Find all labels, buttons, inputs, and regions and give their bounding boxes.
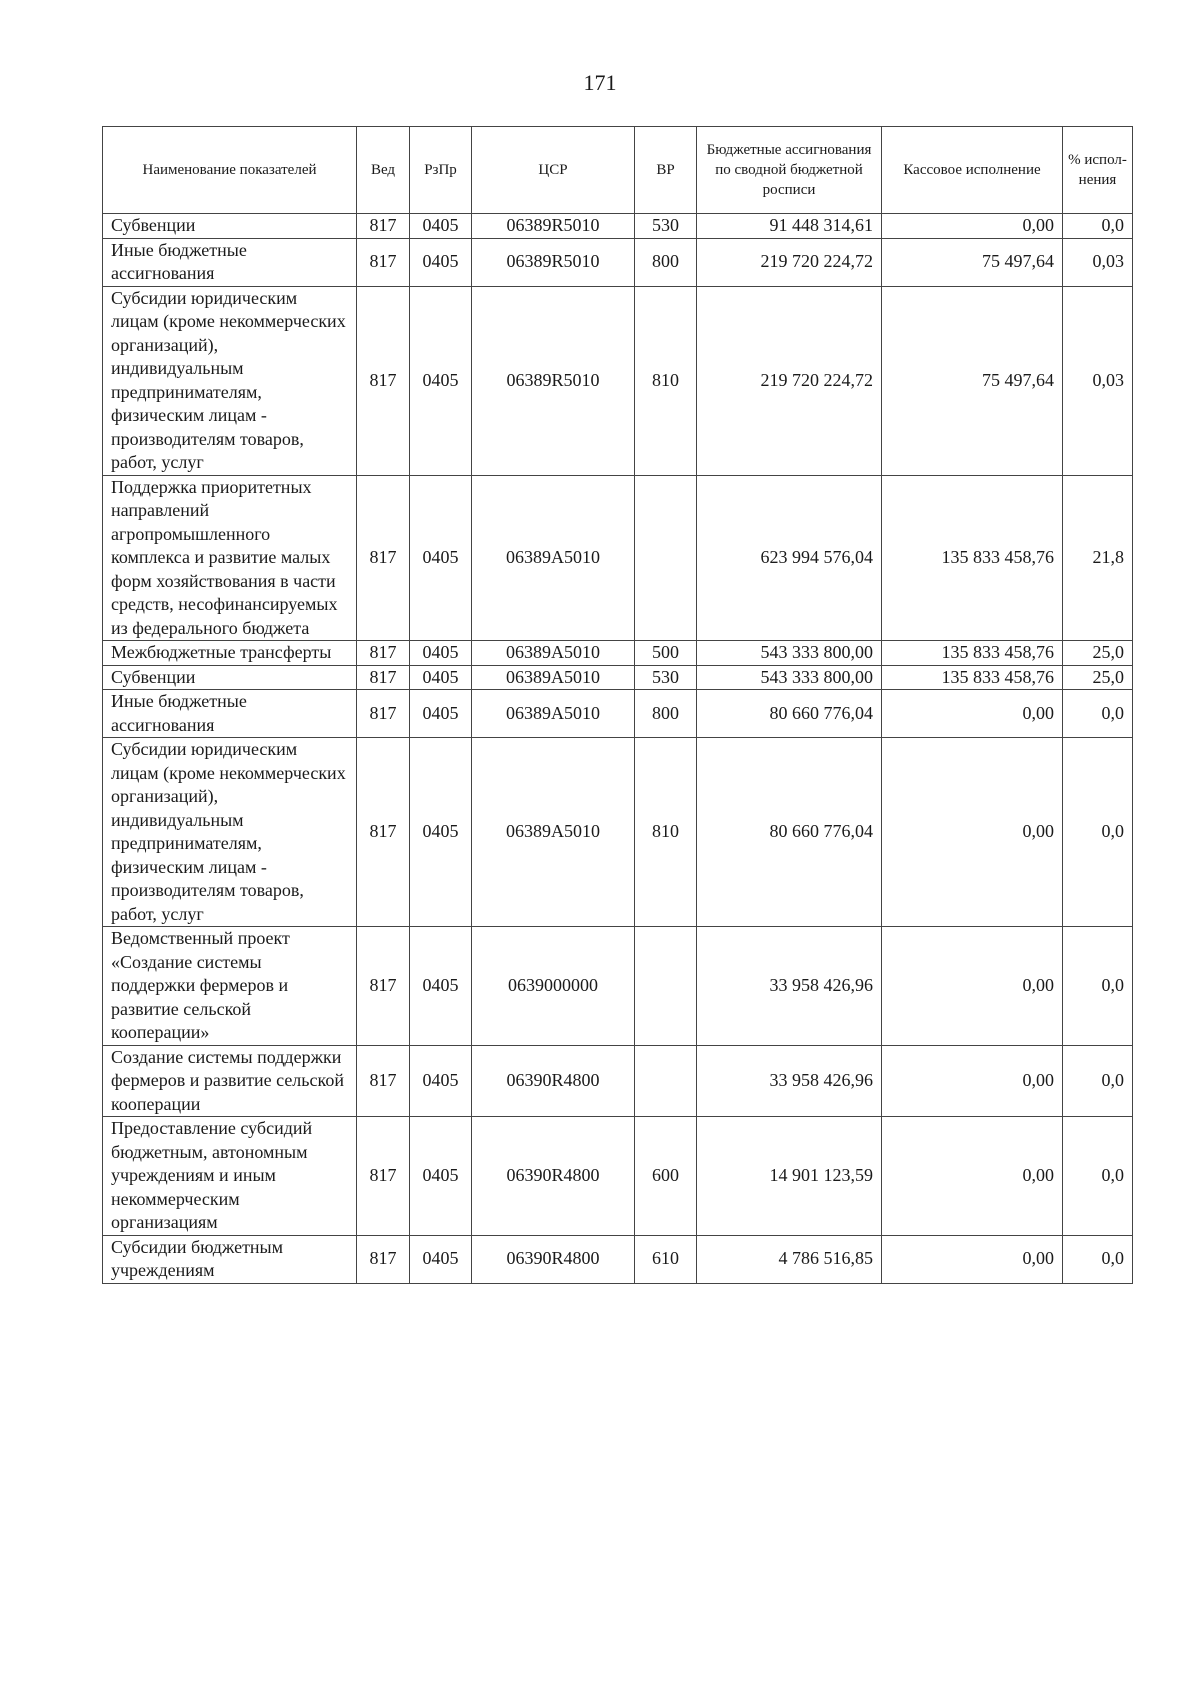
row-ved: 817 [357, 475, 410, 641]
row-pct: 0,03 [1063, 286, 1133, 475]
header-name: Наименование показателей [103, 127, 357, 214]
row-name: Межбюджетные трансферты [103, 641, 357, 666]
row-cash: 0,00 [882, 1235, 1063, 1283]
row-ved: 817 [357, 641, 410, 666]
row-csr: 06390R4800 [472, 1045, 635, 1117]
row-name: Субвенции [103, 665, 357, 690]
row-cash: 0,00 [882, 738, 1063, 927]
row-pct: 0,0 [1063, 738, 1133, 927]
table-row [103, 927, 1133, 1046]
row-csr: 06390R4800 [472, 1117, 635, 1236]
row-cash: 135 833 458,76 [882, 475, 1063, 641]
table-row [103, 1235, 1133, 1283]
row-rzpr: 0405 [410, 738, 472, 927]
row-budget: 33 958 426,96 [697, 927, 882, 1046]
row-budget: 80 660 776,04 [697, 690, 882, 738]
row-ved: 817 [357, 1235, 410, 1283]
row-pct: 0,03 [1063, 238, 1133, 286]
row-rzpr: 0405 [410, 1045, 472, 1117]
row-csr: 06389А5010 [472, 665, 635, 690]
row-pct: 21,8 [1063, 475, 1133, 641]
row-pct: 0,0 [1063, 1045, 1133, 1117]
row-ved: 817 [357, 665, 410, 690]
row-cash: 135 833 458,76 [882, 641, 1063, 666]
row-name: Субсидии юридическим лицам (кроме некоммерческих организаций), индивидуальным предпринимателям, физическим лицам - производителям товаров, работ, услуг [103, 286, 357, 475]
row-csr: 06389А5010 [472, 641, 635, 666]
header-vr: ВР [635, 127, 697, 214]
row-budget: 80 660 776,04 [697, 738, 882, 927]
row-pct: 0,0 [1063, 1235, 1133, 1283]
row-ved: 817 [357, 286, 410, 475]
row-ved: 817 [357, 214, 410, 239]
row-vr: 610 [635, 1235, 697, 1283]
row-ved: 817 [357, 238, 410, 286]
header-budget: Бюджетные ассигнования по сводной бюджетной росписи [697, 127, 882, 214]
row-vr: 810 [635, 738, 697, 927]
row-rzpr: 0405 [410, 927, 472, 1046]
row-ved: 817 [357, 1117, 410, 1236]
row-vr: 600 [635, 1117, 697, 1236]
row-name: Поддержка приоритетных направлений агропромышленного комплекса и развитие малых форм хозяйствования в части средств, несофинансируемых из федерального бюджета [103, 475, 357, 641]
row-csr: 06389А5010 [472, 690, 635, 738]
row-rzpr: 0405 [410, 1117, 472, 1236]
table-row [103, 214, 1133, 239]
row-cash: 0,00 [882, 1117, 1063, 1236]
row-vr [635, 1045, 697, 1117]
budget-execution-table [102, 126, 1133, 1284]
header-row [103, 127, 1133, 214]
row-csr: 06389R5010 [472, 238, 635, 286]
table-header [103, 127, 1133, 214]
row-vr: 530 [635, 665, 697, 690]
row-budget: 14 901 123,59 [697, 1117, 882, 1236]
row-ved: 817 [357, 927, 410, 1046]
header-csr: ЦСР [472, 127, 635, 214]
row-budget: 4 786 516,85 [697, 1235, 882, 1283]
row-budget: 33 958 426,96 [697, 1045, 882, 1117]
row-name: Ведомственный проект «Создание системы поддержки фермеров и развитие сельской кооперации» [103, 927, 357, 1046]
row-rzpr: 0405 [410, 286, 472, 475]
row-vr: 800 [635, 690, 697, 738]
row-vr: 810 [635, 286, 697, 475]
row-vr [635, 475, 697, 641]
row-cash: 135 833 458,76 [882, 665, 1063, 690]
row-budget: 91 448 314,61 [697, 214, 882, 239]
header-pct: % испол-нения [1063, 127, 1133, 214]
row-rzpr: 0405 [410, 1235, 472, 1283]
row-csr: 06389А5010 [472, 475, 635, 641]
table-row [103, 286, 1133, 475]
row-csr: 06389А5010 [472, 738, 635, 927]
row-cash: 0,00 [882, 927, 1063, 1046]
row-name: Предоставление субсидий бюджетным, автономным учреждениям и иным некоммерческим организациям [103, 1117, 357, 1236]
row-budget: 623 994 576,04 [697, 475, 882, 641]
row-name: Создание системы поддержки фермеров и развитие сельской кооперации [103, 1045, 357, 1117]
table-body [103, 214, 1133, 1284]
row-rzpr: 0405 [410, 690, 472, 738]
row-name: Субсидии бюджетным учреждениям [103, 1235, 357, 1283]
table-row [103, 475, 1133, 641]
table-row [103, 641, 1133, 666]
row-cash: 75 497,64 [882, 238, 1063, 286]
row-csr: 06389R5010 [472, 214, 635, 239]
row-pct: 0,0 [1063, 1117, 1133, 1236]
row-pct: 0,0 [1063, 927, 1133, 1046]
row-cash: 75 497,64 [882, 286, 1063, 475]
row-name: Иные бюджетные ассигнования [103, 238, 357, 286]
row-ved: 817 [357, 690, 410, 738]
row-rzpr: 0405 [410, 475, 472, 641]
table-row [103, 738, 1133, 927]
row-cash: 0,00 [882, 214, 1063, 239]
table-row [103, 1045, 1133, 1117]
row-cash: 0,00 [882, 1045, 1063, 1117]
row-pct: 0,0 [1063, 214, 1133, 239]
row-vr: 500 [635, 641, 697, 666]
row-pct: 25,0 [1063, 641, 1133, 666]
header-cash: Кассовое исполнение [882, 127, 1063, 214]
row-csr: 06390R4800 [472, 1235, 635, 1283]
page-number: 171 [583, 70, 617, 95]
table-row [103, 690, 1133, 738]
row-budget: 543 333 800,00 [697, 641, 882, 666]
row-ved: 817 [357, 1045, 410, 1117]
row-budget: 543 333 800,00 [697, 665, 882, 690]
row-rzpr: 0405 [410, 214, 472, 239]
header-rzpr: РзПр [410, 127, 472, 214]
row-rzpr: 0405 [410, 238, 472, 286]
header-ved: Вед [357, 127, 410, 214]
row-cash: 0,00 [882, 690, 1063, 738]
row-ved: 817 [357, 738, 410, 927]
table-row [103, 238, 1133, 286]
table-row [103, 1117, 1133, 1236]
row-budget: 219 720 224,72 [697, 286, 882, 475]
row-budget: 219 720 224,72 [697, 238, 882, 286]
row-vr [635, 927, 697, 1046]
table-row [103, 665, 1133, 690]
row-csr: 06389R5010 [472, 286, 635, 475]
row-rzpr: 0405 [410, 665, 472, 690]
row-name: Иные бюджетные ассигнования [103, 690, 357, 738]
row-pct: 0,0 [1063, 690, 1133, 738]
row-vr: 800 [635, 238, 697, 286]
row-pct: 25,0 [1063, 665, 1133, 690]
row-csr: 0639000000 [472, 927, 635, 1046]
row-rzpr: 0405 [410, 641, 472, 666]
row-vr: 530 [635, 214, 697, 239]
row-name: Субвенции [103, 214, 357, 239]
row-name: Субсидии юридическим лицам (кроме некоммерческих организаций), индивидуальным предпринимателям, физическим лицам - производителям товаров, работ, услуг [103, 738, 357, 927]
